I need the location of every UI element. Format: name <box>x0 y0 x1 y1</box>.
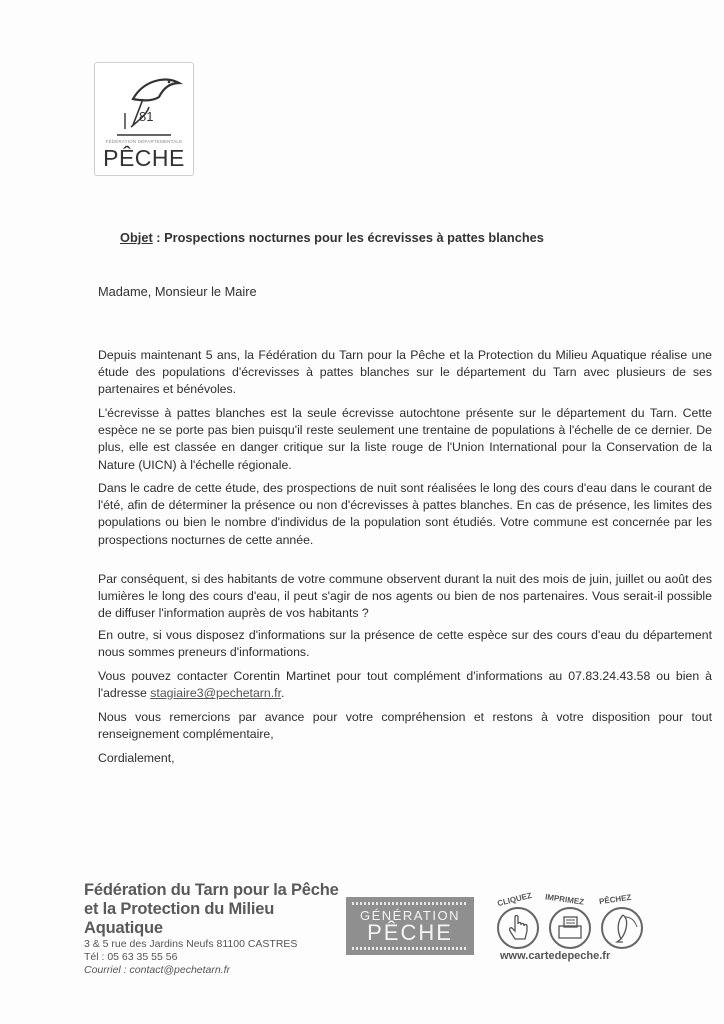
logo-name: PÊCHE <box>103 145 185 171</box>
fish-logo-icon <box>103 67 185 137</box>
badge-stripe-top <box>352 902 468 905</box>
cliquez-label: CLIQUEZ <box>496 890 533 909</box>
fish-icon <box>601 907 643 949</box>
paragraph-thanks: Nous vous remercions par avance pour votre compréhension et restons à votre disposition pour tout renseignement complémentaire, <box>98 710 712 742</box>
paragraph-study: Dans le cadre de cette étude, des prospections de nuit sont réalisées le long des cours d'eau dans le courant de l'été, afin de déterminer la présence ou non d'écrevisses à pattes blanches. En cas de présence, les limites des populations ou bien le nombre d'individus de la population sont étudiés. Votre commune est concernée par les prospections nocturnes de cette année. <box>98 481 712 547</box>
federation-address: 3 & 5 rue des Jardins Neufs 81100 CASTRES <box>84 938 298 950</box>
logo-number: 81 <box>139 109 154 124</box>
paragraph-contact <box>98 668 712 702</box>
paragraph-information: En outre, si vous disposez d'informations sur la présence de cette espèce sur des cours d'eau du département nous sommes preneurs d'informations. <box>98 628 712 660</box>
carte-url-link[interactable]: www.cartedepeche.fr <box>500 950 611 962</box>
federation-info <box>84 881 344 977</box>
federation-name-line2: et la Protection du Milieu Aquatique <box>84 900 275 937</box>
logo-tagline: FÉDÉRATION DÉPARTEMENTALE <box>105 139 183 144</box>
imprimez-label: IMPRIMEZ <box>544 892 585 907</box>
contact-end: . <box>281 686 285 701</box>
federation-phone: Tél : 05 63 35 55 56 <box>84 951 178 963</box>
contact-text: Vous pouvez contacter Corentin Martinet pour tout complément d'informations au 07.83.24.43.58 ou bien à l'adresse <box>98 669 712 701</box>
subject-text: : Prospections nocturnes pour les écrevisses à pattes blanches <box>152 230 544 245</box>
federation-email: Courriel : contact@pechetarn.fr <box>84 964 231 976</box>
subject-label: Objet <box>120 230 153 245</box>
contact-email-link[interactable]: stagiaire3@pechetarn.fr <box>150 686 281 701</box>
paragraph-intro: Depuis maintenant 5 ans, la Fédération du Tarn pour la Pêche et la Protection du Milieu Aquatique réalise une étude des populations d'écrevisses à pattes blanches sur le département du Tarn avec plusieurs de ses partenaires et bénévoles. <box>98 348 712 397</box>
printer-icon <box>549 907 591 949</box>
carte-de-peche-logo <box>495 890 645 975</box>
generation-text: GÉNÉRATION <box>360 908 460 923</box>
generation-peche-logo <box>346 897 474 955</box>
badge-stripe-bottom <box>352 947 468 950</box>
paragraph-request: Par conséquent, si des habitants de votre commune observent durant la nuit des mois de juin, juillet ou août des lumières le long des cours d'eau, il peut s'agir de nos agents ou bien de nos partenaires. Vous serait-il possible de diffuser l'information auprès de vos habitants ? <box>98 572 712 621</box>
peche-text: PÊCHE <box>367 920 453 945</box>
salutation: Madame, Monsieur le Maire <box>98 284 257 299</box>
closing: Cordialement, <box>98 751 175 765</box>
federation-logo <box>94 62 194 176</box>
paragraph-species: L'écrevisse à pattes blanches est la seule écrevisse autochtone présente sur le département du Tarn. Cette espèce ne se porte pas bien puisqu'il reste seulement une trentaine de populations à l'échelle de ce dernier. De plus, elle est classée en danger critique sur la liste rouge de l'Union International pour la Conservation de la Nature (UICN) à l'échelle régionale. <box>98 406 712 472</box>
hand-pointer-icon <box>497 907 539 949</box>
letter-subject <box>120 230 544 245</box>
federation-name-line1: Fédération du Tarn pour la Pêche <box>84 881 339 899</box>
pechez-label: PÊCHEZ <box>598 892 632 907</box>
